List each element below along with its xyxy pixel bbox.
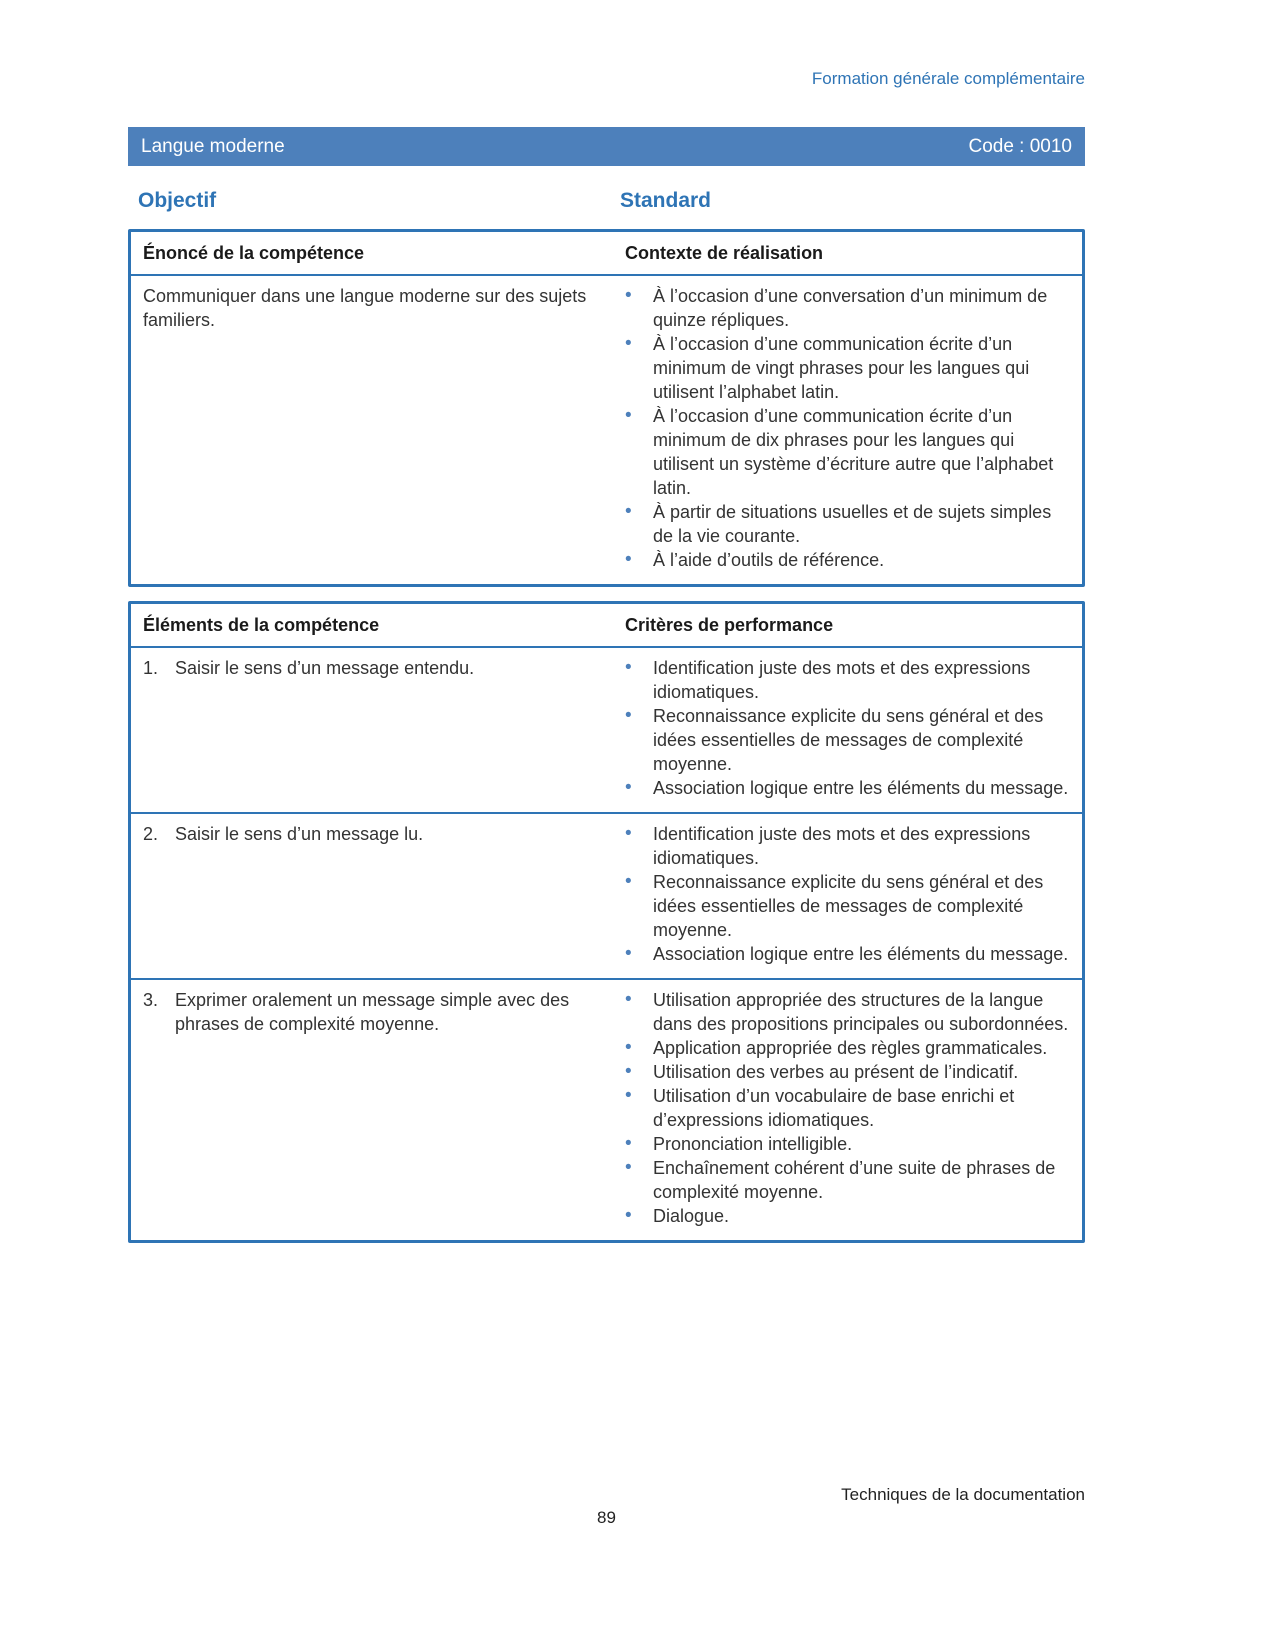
context-bullet-list xyxy=(613,284,1072,572)
item-text: Saisir le sens d’un message lu. xyxy=(175,824,424,844)
numbered-item xyxy=(143,988,587,1036)
numbered-item xyxy=(143,656,587,680)
bullet-item: • Utilisation d’un vocabulaire de base enrichi et d’expressions idiomatiques. xyxy=(613,1084,1072,1132)
elements-criteria-table xyxy=(128,601,1085,1243)
bullet-item: • Application appropriée des règles grammaticales. xyxy=(613,1036,1072,1060)
element-cell xyxy=(131,648,613,812)
table2-header-left: Éléments de la compétence xyxy=(143,615,380,635)
criteria-cell xyxy=(613,980,1082,1240)
criteria-cell xyxy=(613,648,1082,812)
table1-header-left: Énoncé de la compétence xyxy=(143,243,365,263)
table-row xyxy=(131,648,1082,812)
item-text: Exprimer oralement un message simple avec des phrases de complexité moyenne. xyxy=(175,990,570,1034)
criteria-bullet-list xyxy=(613,656,1072,800)
table2-header-row xyxy=(131,604,1082,648)
table-row xyxy=(131,978,1082,1240)
item-number: 2. xyxy=(143,824,159,844)
table1-header-right: Contexte de réalisation xyxy=(625,243,824,263)
bullet-item: • À l’occasion d’une conversation d’un minimum de quinze répliques. xyxy=(613,284,1072,332)
item-number: 3. xyxy=(143,990,159,1010)
item-number: 1. xyxy=(143,658,159,678)
page-content xyxy=(128,0,1085,1243)
bullet-item: • Prononciation intelligible. xyxy=(613,1132,1072,1156)
bullet-item: • Enchaînement cohérent d’une suite de phrases de complexité moyenne. xyxy=(613,1156,1072,1204)
table1-header-row xyxy=(131,232,1082,276)
page-number: 89 xyxy=(597,1508,616,1527)
title-bar xyxy=(128,127,1085,166)
bullet-item: • À l’aide d’outils de référence. xyxy=(613,548,1072,572)
bullet-item: • Utilisation appropriée des structures de la langue dans des propositions principales ou subordonnées. xyxy=(613,988,1072,1036)
table1-body-row xyxy=(131,276,1082,584)
bullet-item: • À partir de situations usuelles et de sujets simples de la vie courante. xyxy=(613,500,1072,548)
criteria-cell xyxy=(613,814,1082,978)
table-row xyxy=(131,812,1082,978)
element-cell xyxy=(131,980,613,1240)
numbered-item xyxy=(143,822,587,846)
element-cell xyxy=(131,814,613,978)
bullet-item: • Dialogue. xyxy=(613,1204,1072,1228)
bullet-item: • Utilisation des verbes au présent de l’indicatif. xyxy=(613,1060,1072,1084)
bullet-item: • Identification juste des mots et des expressions idiomatiques. xyxy=(613,822,1072,870)
section-title: Formation générale complémentaire xyxy=(811,69,1085,88)
bullet-item: • Identification juste des mots et des expressions idiomatiques. xyxy=(613,656,1072,704)
bullet-item: • Reconnaissance explicite du sens général et des idées essentielles de messages de complexité moyenne. xyxy=(613,704,1072,776)
criteria-bullet-list xyxy=(613,822,1072,966)
bullet-item: • Reconnaissance explicite du sens général et des idées essentielles de messages de complexité moyenne. xyxy=(613,870,1072,942)
bullet-item: • À l’occasion d’une communication écrite d’un minimum de dix phrases pour les langues qui utilisent un système d’écriture autre que l’alphabet latin. xyxy=(613,404,1072,500)
heading-objectif: Objectif xyxy=(138,189,217,212)
bullet-item: • À l’occasion d’une communication écrite d’un minimum de vingt phrases pour les langues qui utilisent l’alphabet latin. xyxy=(613,332,1072,404)
criteria-bullet-list xyxy=(613,988,1072,1228)
item-text: Saisir le sens d’un message entendu. xyxy=(175,658,475,678)
table2-header-right: Critères de performance xyxy=(625,615,834,635)
footer-program-name: Techniques de la documentation xyxy=(841,1485,1085,1504)
context-cell xyxy=(613,276,1082,584)
competence-statement: Communiquer dans une langue moderne sur des sujets familiers. xyxy=(143,286,587,330)
competence-context-table xyxy=(128,229,1085,587)
heading-standard: Standard xyxy=(620,189,712,212)
bullet-item: • Association logique entre les éléments du message. xyxy=(613,942,1072,966)
title-bar-course-code: Code : 0010 xyxy=(968,135,1072,157)
title-bar-course-name: Langue moderne xyxy=(141,135,285,157)
bullet-item: • Association logique entre les éléments du message. xyxy=(613,776,1072,800)
column-headings xyxy=(128,187,1085,215)
